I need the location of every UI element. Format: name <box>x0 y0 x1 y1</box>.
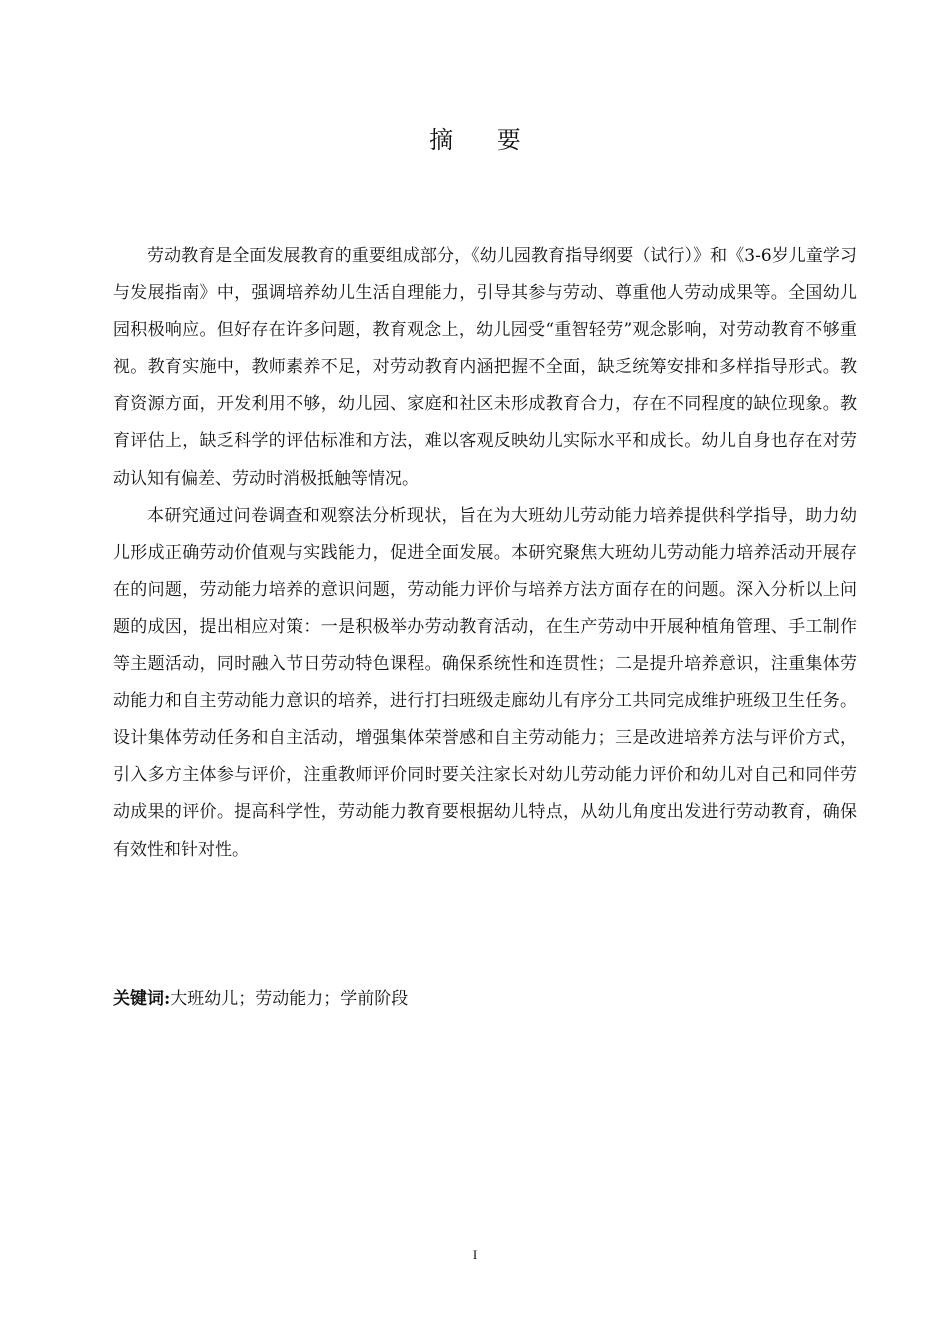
abstract-paragraph-2: 本研究通过问卷调查和观察法分析现状，旨在为大班幼儿劳动能力培养提供科学指导，助力幼儿形成正确劳动价值观与实践能力，促进全面发展。本研究聚焦大班幼儿劳动能力培养活动开展存在的问题，劳动能力培养的意识问题，劳动能力评价与培养方法方面存在的问题。深入分析以上问题的成因，提出相应对策：一是积极举办劳动教育活动，在生产劳动中开展种植角管理、手工制作等主题活动，同时融入节日劳动特色课程。确保系统性和连贯性；二是提升培养意识，注重集体劳动能力和自主劳动能力意识的培养，进行打扫班级走廊幼儿有序分工共同完成维护班级卫生任务。设计集体劳动任务和自主活动，增强集体荣誉感和自主劳动能力；三是改进培养方法与评价方式，引入多方主体参与评价，注重教师评价同时要关注家长对幼儿劳动能力评价和幼儿对自己和同伴劳动成果的评价。提高科学性，劳动能力教育要根据幼儿特点，从幼儿角度出发进行劳动教育，确保有效性和针对性。 <box>113 505 857 860</box>
abstract-body <box>113 238 857 869</box>
abstract-title: 摘 要 <box>429 126 539 154</box>
abstract-paragraph-1: 劳动教育是全面发展教育的重要组成部分，《幼儿园教育指导纲要（试行）》和《3-6岁儿童学习与发展指南》中，强调培养幼儿生活自理能力，引导其参与劳动、尊重他人劳动成果等。全国幼儿园积极响应。但好存在许多问题，教育观念上，幼儿园受“重智轻劳”观念影响，对劳动教育不够重视。教育实施中，教师素养不足，对劳动教育内涵把握不全面，缺乏统筹安排和多样指导形式。教育资源方面，开发利用不够，幼儿园、家庭和社区未形成教育合力，存在不同程度的缺位现象。教育评估上，缺乏科学的评估标准和方法，难以客观反映幼儿实际水平和成长。幼儿自身也存在对劳动认知有偏差、劳动时消极抵触等情况。 <box>113 246 857 489</box>
keywords-label: 关键词: <box>113 989 171 1009</box>
keywords-value: 大班幼儿；劳动能力；学前阶段 <box>170 989 409 1009</box>
keywords-line <box>113 982 857 1016</box>
page-number: I <box>472 1247 478 1262</box>
